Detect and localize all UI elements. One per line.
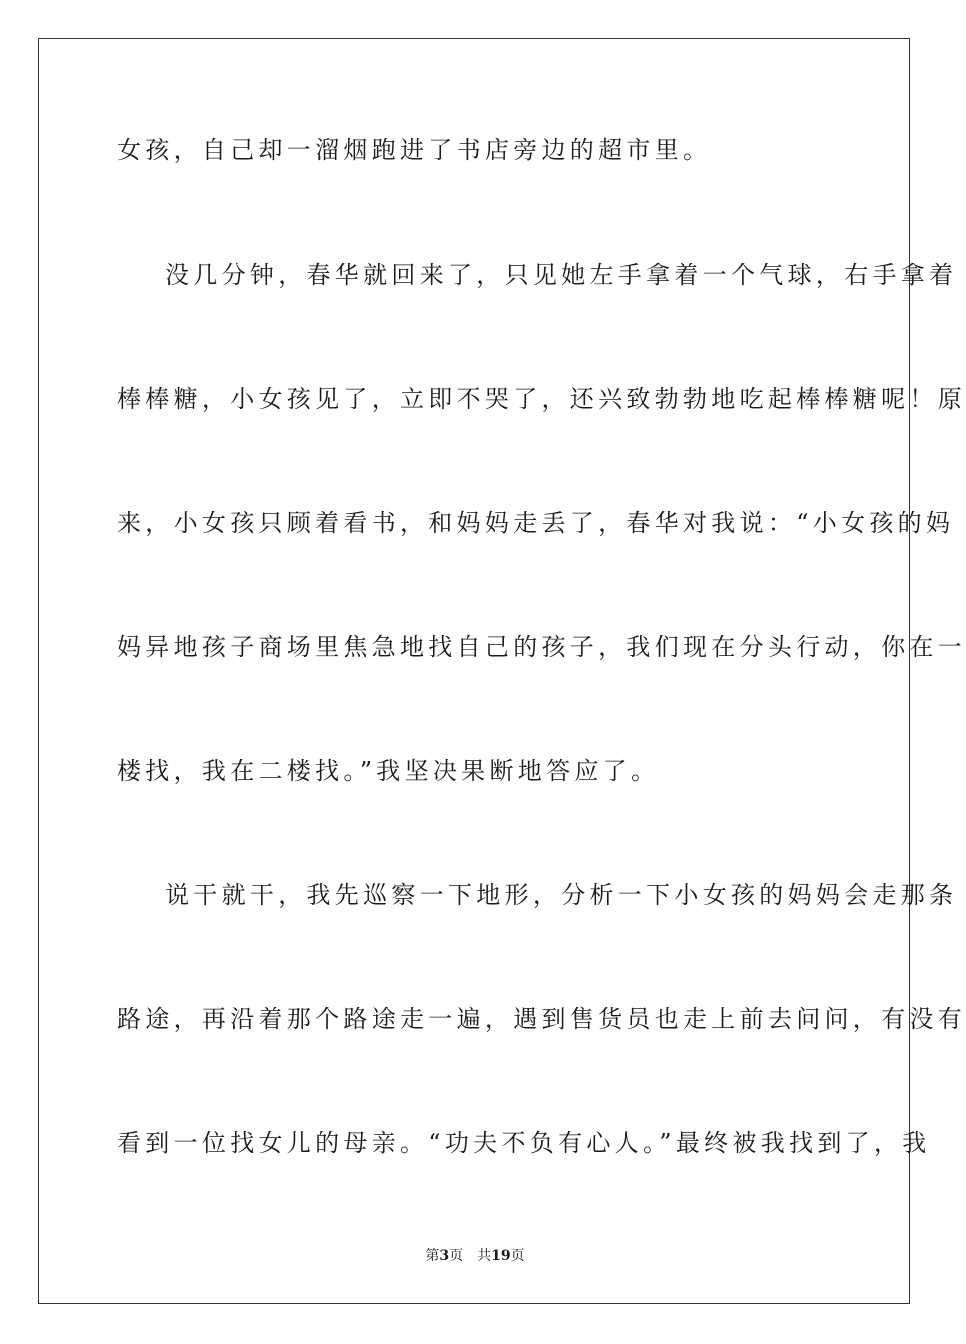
body-text-line: 女孩，自己却一溜烟跑进了书店旁边的超市里。 [117, 136, 712, 164]
body-text-line: 路途，再沿着那个路途走一遍，遇到售货员也走上前去问问，有没有 [117, 1005, 966, 1033]
body-text-line: 说干就干，我先巡察一下地形，分析一下小女孩的妈妈会走那条 [165, 881, 958, 909]
body-text-line: 看到一位找女儿的母亲。“功夫不负有心人。”最终被我找到了，我 [117, 1129, 931, 1157]
total-suffix: 页 [510, 1248, 525, 1264]
body-text-line: 没几分钟，春华就回来了，只见她左手拿着一个气球，右手拿着 [165, 261, 958, 289]
body-text-line: 棒棒糖，小女孩见了，立即不哭了，还兴致勃勃地吃起棒棒糖呢！原 [117, 385, 966, 413]
body-text-line: 楼找，我在二楼找。”我坚决果断地答应了。 [117, 757, 660, 785]
page-prefix: 第 [425, 1248, 440, 1264]
page-suffix: 页 [449, 1248, 464, 1264]
page-border [38, 38, 966, 1304]
total-prefix: 共 [477, 1248, 492, 1264]
body-text-line: 来，小女孩只顾着看书，和妈妈走丢了，春华对我说：“小女孩的妈 [117, 509, 955, 537]
page-number: 3 [439, 1248, 450, 1264]
body-text-line: 妈异地孩子商场里焦急地找自己的孩子，我们现在分头行动，你在一 [117, 633, 966, 661]
page-footer [0, 1246, 950, 1266]
total-pages: 19 [491, 1248, 511, 1264]
